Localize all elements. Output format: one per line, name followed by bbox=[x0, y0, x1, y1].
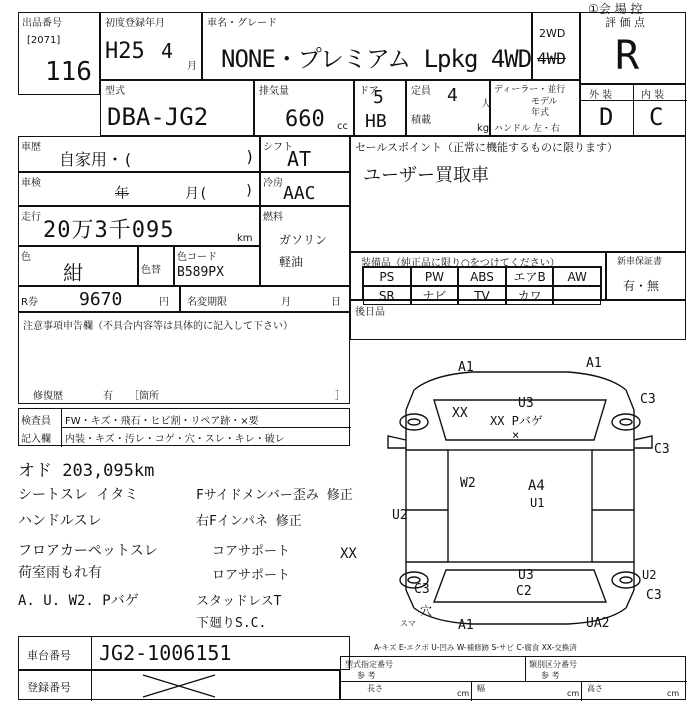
inspection-month: 月( bbox=[185, 186, 208, 202]
mileage-label: 走行 bbox=[21, 212, 41, 223]
shift-value: AT bbox=[287, 147, 312, 171]
ext-label: 外 装 bbox=[589, 90, 613, 101]
equip-aw: AW bbox=[553, 267, 601, 286]
notes-label: 注意事項申告欄（不具合内容等は具体的に記入して下さい） bbox=[23, 321, 293, 332]
history-value: 自家用・( bbox=[59, 150, 133, 169]
notes-box bbox=[18, 312, 350, 404]
inspector-box bbox=[18, 408, 350, 446]
capacity-unit: 人 bbox=[481, 99, 491, 110]
drive-label: 2WD bbox=[539, 27, 566, 40]
inspector-row-1: FW・キズ・飛石・ヒビ割・リペア跡・×要 bbox=[65, 416, 259, 427]
warranty-value: 有・無 bbox=[623, 279, 660, 293]
door-box bbox=[354, 80, 406, 136]
inspect-label-1: 型式指定番号 bbox=[345, 660, 393, 669]
note-leak: 荷室雨もれ有 bbox=[18, 565, 102, 581]
length-unit: cm bbox=[457, 689, 470, 698]
chassis-label: 車台番号 bbox=[27, 649, 71, 662]
model-label: 型式 bbox=[105, 86, 125, 97]
equip-airbag: エアB bbox=[506, 267, 554, 286]
inspector-label-1: 検査員 bbox=[21, 416, 51, 427]
ac-box bbox=[260, 172, 350, 206]
int-label: 内 装 bbox=[641, 90, 665, 101]
ext-int-box bbox=[580, 84, 686, 136]
color-code-label: 色コード bbox=[177, 252, 217, 263]
recycle-box bbox=[18, 286, 180, 312]
dmg-u1-roof: U1 bbox=[530, 496, 545, 510]
dmg-c3-right-top: C3 bbox=[640, 392, 656, 407]
capacity-label: 定員 bbox=[411, 86, 431, 97]
venue-label: ①会 場 控 bbox=[588, 2, 643, 16]
dmg-a1-front-right: A1 bbox=[586, 356, 602, 371]
door-value: 5 bbox=[373, 87, 384, 108]
fuel-label: 燃料 bbox=[263, 212, 283, 223]
note-odo: オド 203,095km bbox=[18, 461, 155, 481]
score-value: R bbox=[615, 33, 640, 79]
registration-strike bbox=[139, 673, 219, 699]
model-box bbox=[100, 80, 254, 136]
color-code-box bbox=[174, 246, 260, 286]
dmg-a4-roof: A4 bbox=[528, 478, 545, 494]
dealer-label: ディーラー・並行 bbox=[494, 85, 566, 95]
note-xx: XX bbox=[340, 546, 357, 562]
chassis-box bbox=[18, 636, 350, 670]
model-year-label: モデル bbox=[531, 97, 558, 107]
dmg-x-front: × bbox=[512, 428, 520, 442]
note-panel: 右Fインパネ 修正 bbox=[196, 514, 302, 529]
registration-box bbox=[18, 670, 340, 700]
recycle-value: 9670 bbox=[79, 289, 123, 310]
warranty-box bbox=[606, 252, 686, 300]
sales-box bbox=[350, 136, 686, 252]
disp-label: 排気量 bbox=[259, 86, 289, 97]
lot-number: 116 bbox=[45, 57, 92, 87]
dmg-a1-front-left: A1 bbox=[458, 360, 474, 375]
inspection-label: 車検 bbox=[21, 178, 41, 189]
model-year-sub: 年式 bbox=[531, 108, 550, 118]
fuel-options: ガソリン 軽油 bbox=[279, 233, 328, 269]
note-lower: ロアサポート bbox=[212, 568, 291, 583]
body-value: HB bbox=[365, 111, 387, 132]
load-label: 積載 bbox=[411, 115, 431, 126]
mileage-unit: km bbox=[237, 233, 253, 244]
note-core: コアサポート bbox=[212, 544, 291, 559]
name-box bbox=[202, 12, 532, 80]
reg-month-unit: 月 bbox=[187, 61, 197, 72]
inspector-row-2: 内装・キズ・汚レ・コゲ・穴・スレ・キレ・破レ bbox=[65, 434, 285, 445]
transfer-label: 名変期限 bbox=[187, 297, 227, 308]
model-spec-box bbox=[340, 656, 686, 700]
dmg-ua2-rear: UA2 bbox=[586, 616, 610, 631]
reg-year: H25 bbox=[105, 39, 145, 64]
disp-box bbox=[254, 80, 354, 136]
ref-label-2: 参 考 bbox=[541, 671, 560, 680]
dmg-c3-left-rear: C3 bbox=[414, 582, 430, 597]
dmg-u2-left: U2 bbox=[392, 508, 408, 523]
score-box bbox=[580, 12, 686, 84]
ac-label: 冷房 bbox=[263, 178, 283, 189]
inspect-label-2: 類別区分番号 bbox=[529, 660, 577, 669]
history-box bbox=[18, 136, 260, 172]
dmg-c3-right-rear: C3 bbox=[646, 588, 662, 603]
color-change-box bbox=[138, 246, 174, 286]
lot-box bbox=[18, 12, 100, 95]
reg-month: 4 bbox=[161, 39, 174, 63]
chassis-value: JG2-1006151 bbox=[99, 641, 232, 665]
note-marks: A. U. W2. Pバゲ bbox=[18, 593, 139, 609]
note-handle: ハンドルスレ bbox=[18, 513, 102, 529]
history-label: 車歴 bbox=[21, 142, 41, 153]
load-unit: kg bbox=[477, 123, 490, 134]
dmg-u2-right-rear: U2 bbox=[642, 568, 657, 582]
note-studless: スタッドレスT bbox=[196, 594, 282, 609]
dmg-c3-right-mid: C3 bbox=[654, 442, 670, 457]
dmg-hole: 穴 bbox=[420, 604, 433, 618]
equip-pw: PW bbox=[411, 267, 459, 286]
shift-label: シフト bbox=[263, 142, 293, 153]
color-value: 紺 bbox=[63, 261, 83, 285]
equipment-grid bbox=[362, 266, 602, 303]
name-value: NONE・プレミアム Lpkg 4WD bbox=[221, 45, 532, 73]
note-under: 下廻りS.C. bbox=[196, 616, 267, 631]
transfer-day: 日 bbox=[331, 297, 341, 308]
length-label: 長さ bbox=[367, 684, 383, 693]
inspection-year: 年 bbox=[115, 186, 129, 202]
color-box bbox=[18, 246, 138, 286]
dmg-xx-front: XX Pバゲ bbox=[490, 414, 543, 428]
ext-value: D bbox=[599, 103, 614, 131]
equipment-label: 装備品（純正品に限り○をつけてください） bbox=[361, 258, 560, 269]
handle-label: ハンドル 左・右 bbox=[494, 124, 560, 134]
lot-sub: [2071] bbox=[27, 35, 61, 46]
equip-sr: SR bbox=[363, 286, 411, 305]
score-label: 評 価 点 bbox=[605, 16, 645, 29]
color-code-value: B589PX bbox=[177, 265, 224, 280]
disp-unit: cc bbox=[337, 121, 348, 132]
dmg-a1-rear: A1 bbox=[458, 618, 474, 633]
dmg-w2-left: W2 bbox=[460, 476, 476, 491]
dmg-c2-rear: C2 bbox=[516, 584, 532, 599]
transfer-month: 月 bbox=[281, 297, 291, 308]
equip-leather: カワ bbox=[506, 286, 554, 305]
ref-label-1: 参 考 bbox=[357, 671, 376, 680]
after-box bbox=[350, 300, 686, 340]
history-close: ) bbox=[245, 147, 255, 166]
after-label: 後日品 bbox=[355, 307, 385, 318]
dealer-box bbox=[490, 80, 580, 136]
color-label: 色 bbox=[21, 252, 31, 263]
dmg-u3-rear: U3 bbox=[518, 568, 534, 583]
note-seat: シートスレ イタミ bbox=[18, 487, 139, 503]
lot-label: 出品番号 bbox=[22, 18, 62, 29]
width-unit: cm bbox=[567, 689, 580, 698]
repair-close: ］ bbox=[335, 391, 345, 402]
mileage-box bbox=[18, 206, 260, 246]
fuel-box bbox=[260, 206, 350, 286]
repair-part: ［箇所 bbox=[129, 391, 159, 402]
equip-tv: TV bbox=[458, 286, 506, 305]
capacity-box bbox=[406, 80, 490, 136]
disp-value: 660 bbox=[285, 107, 325, 132]
registration-label: 登録番号 bbox=[27, 681, 71, 694]
door-label: ドア bbox=[359, 86, 379, 97]
equip-navi: ナビ bbox=[411, 286, 459, 305]
ac-value: AAC bbox=[283, 183, 316, 204]
recycle-label: R券 bbox=[21, 297, 38, 308]
shift-box bbox=[260, 136, 350, 172]
height-unit: cm bbox=[667, 689, 680, 698]
sales-label: セールスポイント（正常に機能するものに限ります） bbox=[355, 141, 619, 154]
repair-label: 修復歴 bbox=[33, 391, 63, 402]
legend-text: A-キズ E-エクボ U-凹み W-補修跡 S-サビ C-腐食 XX-交換済 bbox=[374, 643, 577, 652]
color-change-label: 色替 bbox=[141, 265, 161, 276]
dmg-u3-front: U3 bbox=[518, 396, 534, 411]
warranty-label: 新車保証書 bbox=[617, 257, 663, 267]
inspection-close: ) bbox=[245, 183, 254, 199]
note-floor: フロアカーペットスレ bbox=[18, 543, 158, 559]
recycle-unit: 円 bbox=[159, 297, 169, 308]
inspection-box bbox=[18, 172, 260, 206]
inspector-label-2: 記入欄 bbox=[21, 434, 51, 445]
width-label: 幅 bbox=[477, 684, 485, 693]
dmg-sumi: スマ bbox=[400, 619, 416, 628]
int-value: C bbox=[649, 103, 664, 131]
height-label: 高さ bbox=[587, 684, 603, 693]
transfer-box bbox=[180, 286, 350, 312]
equip-ps: PS bbox=[363, 267, 411, 286]
model-value: DBA-JG2 bbox=[107, 103, 209, 131]
reg-box bbox=[100, 12, 202, 80]
drive-value: 4WD bbox=[537, 49, 566, 68]
capacity-value: 4 bbox=[447, 85, 458, 106]
mileage-value: 20万3千095 bbox=[43, 218, 175, 243]
dmg-xx-left: XX bbox=[452, 406, 468, 421]
drive-box bbox=[532, 12, 580, 80]
equip-abs: ABS bbox=[458, 267, 506, 286]
repair-value: 有 bbox=[103, 391, 113, 402]
reg-label: 初度登録年月 bbox=[105, 18, 165, 29]
sales-value: ユーザー買取車 bbox=[363, 165, 489, 186]
note-member: Fサイドメンバー歪み 修正 bbox=[196, 488, 353, 503]
name-label: 車名・グレード bbox=[207, 18, 277, 29]
